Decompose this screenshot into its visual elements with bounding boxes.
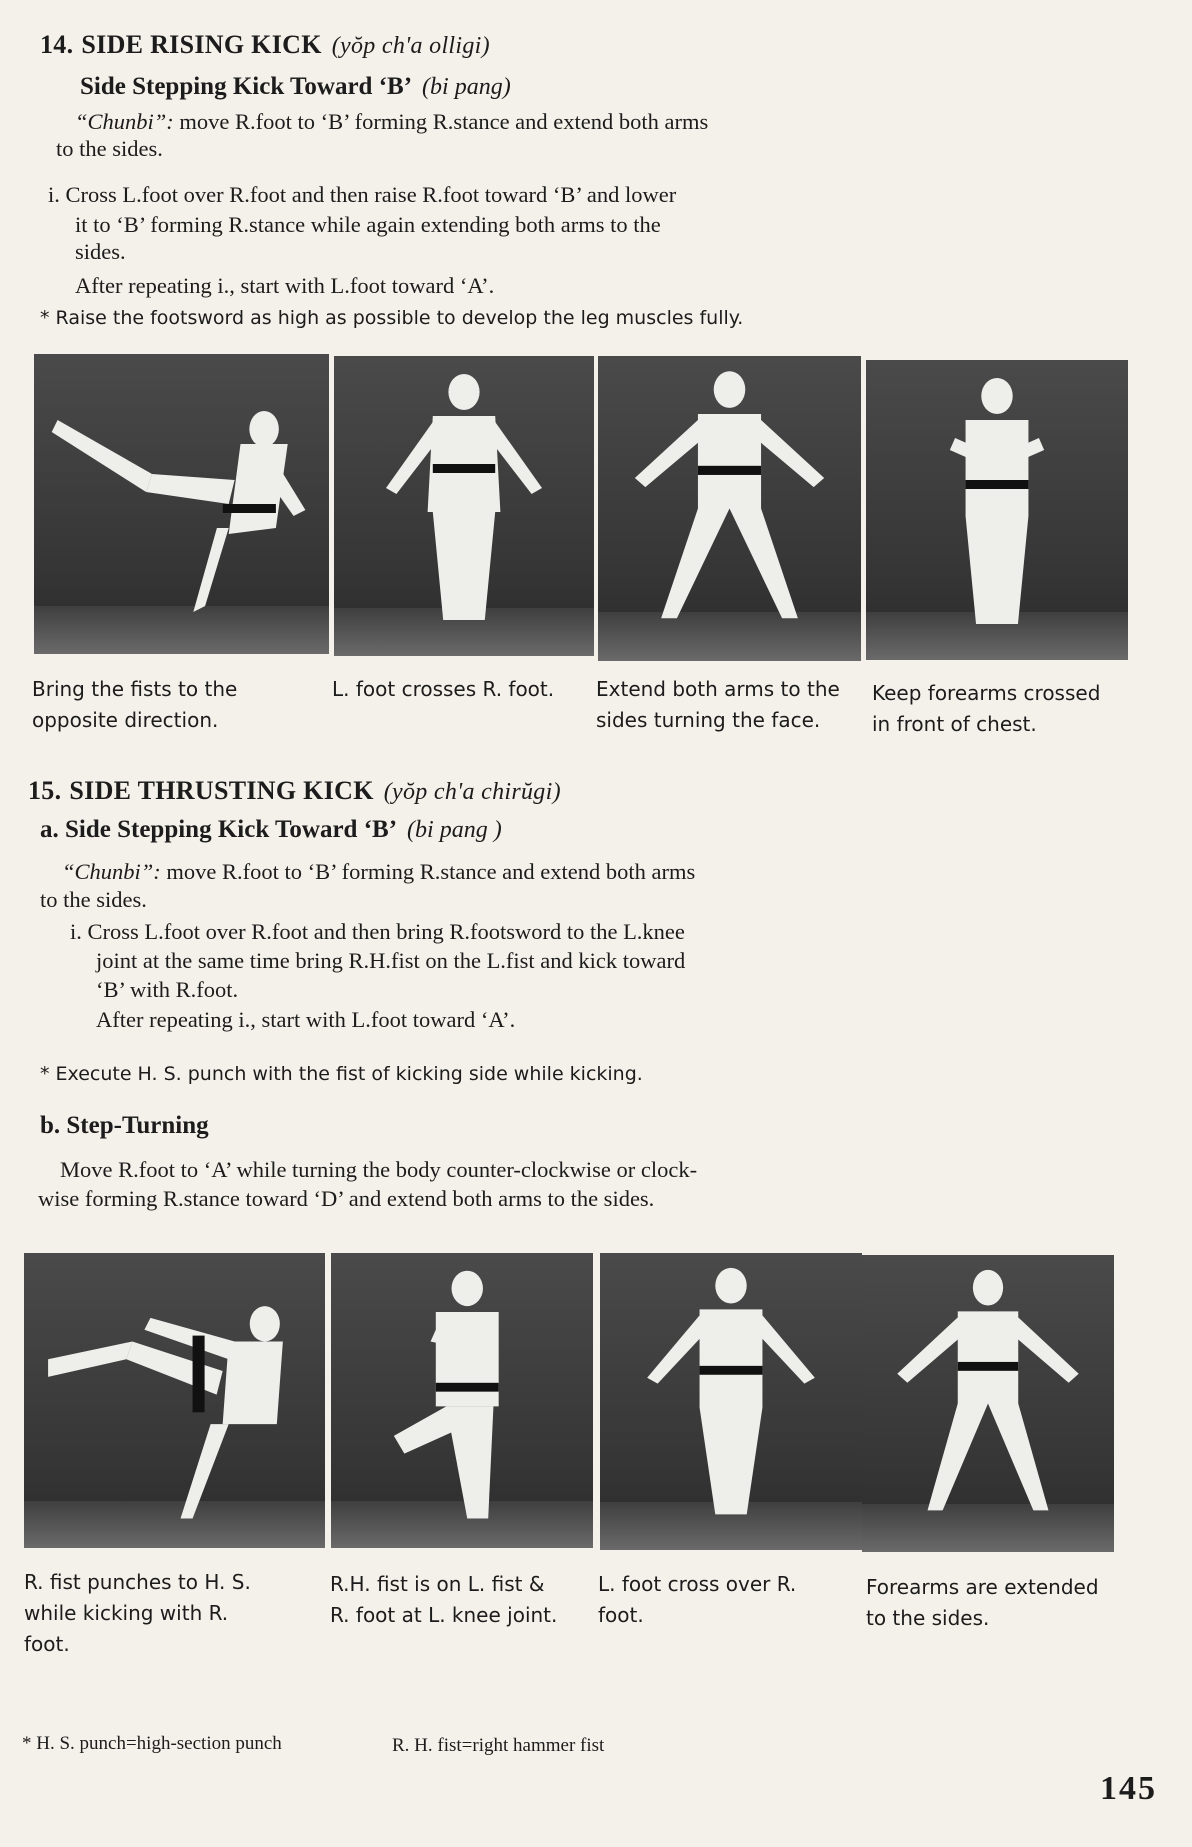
cross-over-photo-icon bbox=[600, 1253, 862, 1550]
section-15-step-i-line1: i. Cross L.foot over R.foot and then bring R.footsword to the L.knee bbox=[70, 919, 685, 944]
section-14-chunbi: “Chunbi”: move R.foot to ‘B’ forming R.stance and extend both arms bbox=[75, 109, 709, 134]
section-14-chunbi-cont: to the sides. bbox=[56, 136, 163, 161]
photo-caption-4: Keep forearms crossed in front of chest. bbox=[872, 681, 1101, 736]
section-14-subtitle: Side Stepping Kick Toward ‘B’ (bi pang) bbox=[80, 73, 511, 100]
arms-extended-photo-icon bbox=[598, 356, 861, 661]
section-15-step-i-line2: joint at the same time bring R.H.fist on the L.fist and kick toward bbox=[96, 948, 686, 973]
section-15-step-i-line3: ‘B’ with R.foot. bbox=[96, 977, 239, 1002]
photo-caption-7: L. foot cross over R. foot. bbox=[598, 1572, 797, 1627]
cross-step-photo-icon bbox=[334, 356, 594, 656]
section-15-repeat: After repeating i., start with L.foot toward ‘A’. bbox=[96, 1007, 516, 1032]
knee-chamber-photo-icon bbox=[331, 1253, 593, 1548]
forearms-crossed-photo-icon bbox=[866, 360, 1128, 660]
section-15-heading: 15. SIDE THRUSTING KICK (yŏp ch'a chirŭgi) bbox=[28, 776, 561, 805]
section-14-heading: 14. SIDE RISING KICK (yŏp ch'a olligi) bbox=[40, 30, 490, 59]
section-15-sub-b: b. Step-Turning bbox=[40, 1112, 209, 1139]
section-15-sub-b-line1: Move R.foot to ‘A’ while turning the body counter-clockwise or clock- bbox=[60, 1157, 698, 1182]
footnote-hs-punch: * H. S. punch=high-section punch bbox=[22, 1733, 282, 1754]
photo-caption-2: L. foot crosses R. foot. bbox=[332, 677, 555, 701]
photo-caption-5: R. fist punches to H. S. while kicking with R. foot. bbox=[24, 1570, 251, 1656]
page-number: 145 bbox=[1100, 1770, 1157, 1807]
kick-photo-icon bbox=[34, 354, 329, 654]
forearms-extended-photo-icon bbox=[862, 1255, 1114, 1552]
section-15-sub-a: a. Side Stepping Kick Toward ‘B’ (bi pang ) bbox=[40, 816, 502, 843]
section-15-chunbi: “Chunbi”: move R.foot to ‘B’ forming R.stance and extend both arms bbox=[62, 859, 696, 884]
section-14-repeat: After repeating i., start with L.foot toward ‘A’. bbox=[75, 273, 495, 298]
section-14-step-i-line3: sides. bbox=[75, 239, 126, 264]
thrust-kick-photo-icon bbox=[24, 1253, 325, 1548]
section-15-note: * Execute H. S. punch with the fist of kicking side while kicking. bbox=[40, 1063, 643, 1085]
section-15-sub-b-line2: wise forming R.stance toward ‘D’ and extend both arms to the sides. bbox=[38, 1186, 655, 1211]
photo-caption-6: R.H. fist is on L. fist & R. foot at L. knee joint. bbox=[330, 1572, 558, 1627]
section-15-chunbi-cont: to the sides. bbox=[40, 887, 147, 912]
section-14-step-i-line1: i. Cross L.foot over R.foot and then raise R.foot toward ‘B’ and lower bbox=[48, 182, 677, 207]
section-14-step-i-line2: it to ‘B’ forming R.stance while again extending both arms to the bbox=[75, 212, 661, 237]
footnote-rh-fist: R. H. fist=right hammer fist bbox=[392, 1735, 605, 1756]
photo-caption-1: Bring the fists to the opposite direction. bbox=[32, 677, 238, 732]
section-14-note: * Raise the footsword as high as possible to develop the leg muscles fully. bbox=[40, 307, 744, 329]
photo-caption-8: Forearms are extended to the sides. bbox=[866, 1575, 1099, 1630]
photo-caption-3: Extend both arms to the sides turning the face. bbox=[596, 677, 840, 732]
